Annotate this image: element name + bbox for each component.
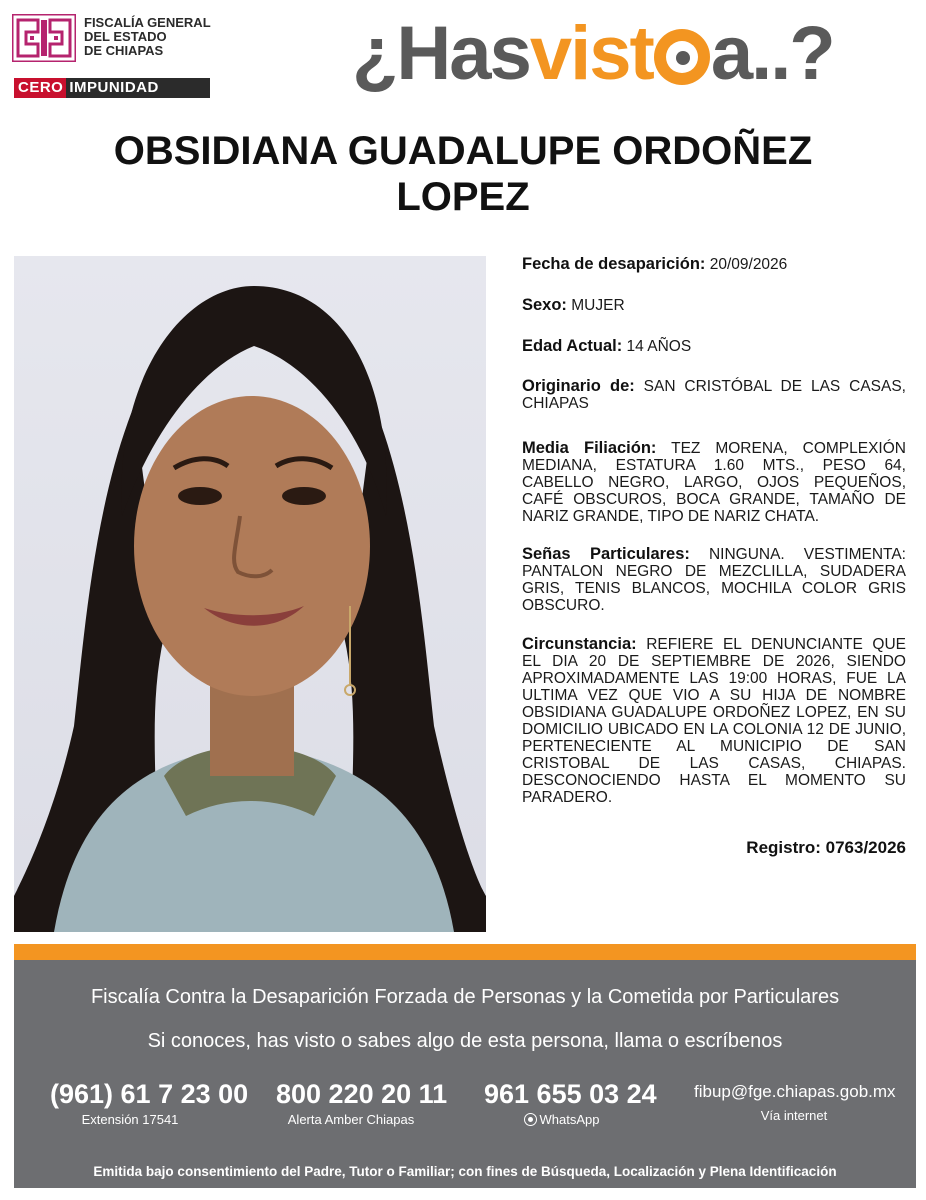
origen-label: Originario de: — [522, 377, 635, 395]
contact-email[interactable] — [694, 1078, 894, 1124]
senas-field — [522, 546, 906, 614]
phone-1-number[interactable]: (961) 61 7 23 00 — [50, 1079, 249, 1109]
person-photo — [14, 256, 486, 932]
whatsapp-label: WhatsApp — [539, 1112, 600, 1127]
edad-label: Edad Actual: — [522, 337, 623, 355]
org-line-3: DE CHIAPAS — [84, 43, 164, 58]
registro-number: Registro: 0763/2026 — [746, 838, 906, 857]
cero-impunidad-banner — [14, 78, 210, 98]
person-name-line-1: OBSIDIANA GUADALUPE ORDOÑEZ — [113, 129, 813, 173]
consent-notice: Emitida bajo consentimiento del Padre, Tutor o Familiar; con fines de Búsqueda, Localización y Plena Identificación — [93, 1164, 837, 1179]
email-caption: Vía internet — [760, 1108, 828, 1123]
call-to-action: Si conoces, has visto o sabes algo de esta persona, llama o escríbenos — [147, 1030, 783, 1052]
contact-footer — [14, 944, 916, 1188]
fecha-label: Fecha de desaparición: — [522, 255, 706, 273]
fecha-field — [522, 256, 906, 273]
portrait-illustration — [14, 256, 486, 932]
fge-logo — [12, 14, 212, 100]
filiacion-label: Media Filiación: — [522, 439, 657, 457]
headline-part-3: a..? — [710, 11, 834, 96]
org-line-2: DEL ESTADO — [84, 29, 167, 44]
contact-whatsapp[interactable] — [484, 1078, 657, 1128]
senas-value: NINGUNA. VESTIMENTA: PANTALON NEGRO DE MEZCLILLA, SUDADERA GRIS, TENIS BLANCOS, MOCHILA COLOR GRIS OBSCURO. — [522, 546, 906, 614]
org-name — [84, 16, 211, 58]
fge-emblem-icon — [12, 14, 76, 62]
fiscalia-name: Fiscalía Contra la Desaparición Forzada de Personas y la Cometida por Particulares — [90, 986, 840, 1008]
circunstancia-value: REFIERE EL DENUNCIANTE QUE EL DIA 20 DE SEPTIEMBRE DE 2026, SIENDO APROXIMADAMENTE LAS 19:00 HORAS, FUE LA ULTIMA VEZ QUE VIO A SU HIJA DE NOMBRE OBSIDIANA GUADALUPE ORDOÑEZ LOPEZ, EN SU DOMICILIO UBICADO EN LA COLONIA 12 DE JUNIO, PERTENECIENTE AL MUNICIPIO DE SAN CRISTOBAL DE LAS CASAS, CHIAPAS. DESCONOCIENDO HASTA EL MOMENTO SU PARADERO. — [522, 636, 906, 806]
senas-label: Señas Particulares: — [522, 545, 690, 563]
phone-2-caption: Alerta Amber Chiapas — [287, 1112, 415, 1127]
email-address[interactable]: fibup@fge.chiapas.gob.mx — [694, 1082, 896, 1101]
fecha-value: 20/09/2026 — [709, 256, 788, 273]
campaign-headline — [352, 6, 918, 102]
phone-2-number[interactable]: 800 220 20 11 — [276, 1079, 448, 1109]
circunstancia-label: Circunstancia: — [522, 635, 637, 653]
impunidad-label: IMPUNIDAD — [69, 79, 159, 96]
contact-phone-2[interactable] — [276, 1078, 448, 1128]
filiacion-value: TEZ MORENA, COMPLEXIÓN MEDIANA, ESTATURA 1.60 MTS., PESO 64, CABELLO NEGRO, LARGO, OJOS PEQUEÑOS, CAFÉ OBSCUROS, BOCA GRANDE, TAMAÑO DE NARIZ GRANDE, TIPO DE NARIZ CHATA. — [522, 440, 906, 525]
cero-label: CERO — [14, 78, 66, 98]
phone-1-extension: Extensión 17541 — [81, 1112, 179, 1127]
circunstancia-field — [522, 636, 906, 806]
origen-field — [522, 378, 906, 412]
filiacion-field — [522, 440, 906, 525]
eye-icon — [654, 29, 710, 85]
contact-phone-1[interactable] — [50, 1078, 249, 1128]
sexo-field — [522, 297, 906, 314]
sexo-label: Sexo: — [522, 296, 567, 314]
person-name — [40, 128, 886, 220]
whatsapp-icon — [524, 1113, 537, 1126]
whatsapp-caption — [484, 1112, 639, 1128]
edad-value: 14 AÑOS — [626, 338, 692, 355]
headline-part-2: vist — [529, 11, 653, 96]
whatsapp-number[interactable]: 961 655 03 24 — [484, 1079, 657, 1109]
org-line-1: FISCALÍA GENERAL — [84, 15, 211, 30]
headline-part-1: ¿Has — [352, 11, 530, 96]
person-name-line-2: LOPEZ — [396, 175, 530, 219]
origen-value: SAN CRISTÓBAL DE LAS CASAS, CHIAPAS — [522, 378, 906, 412]
edad-field — [522, 338, 906, 355]
sexo-value: MUJER — [571, 297, 625, 314]
orange-divider — [14, 944, 916, 960]
